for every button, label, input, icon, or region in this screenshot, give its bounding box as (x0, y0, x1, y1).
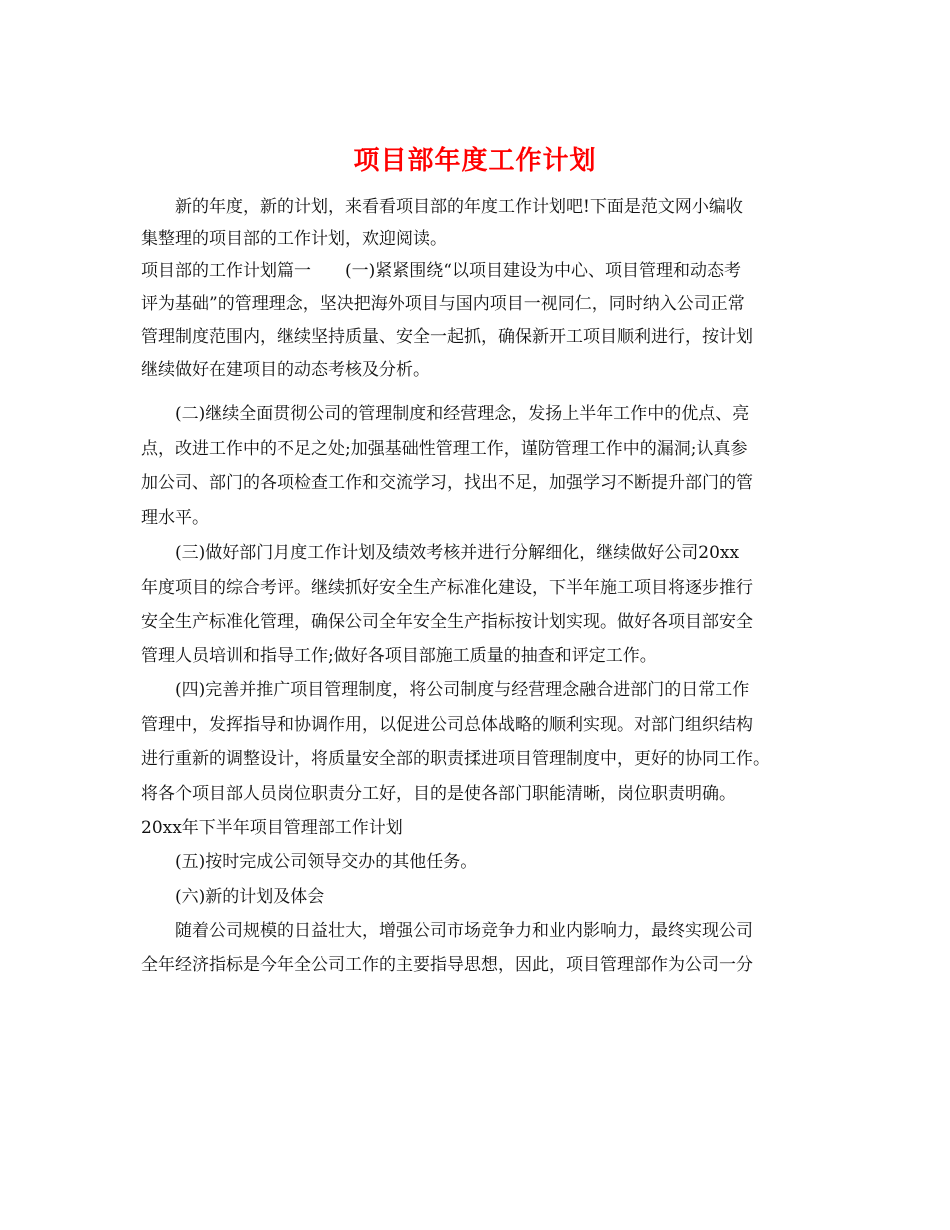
paragraph-line: (四)完善并推广项目管理制度，将公司制度与经营理念融合进部门的日常工作 (141, 680, 750, 700)
paragraph-line: (三)做好部门月度工作计划及绩效考核并进行分解细化，继续做好公司20xx (141, 543, 740, 563)
paragraph-line: 进行重新的调整设计，将质量安全部的职责揉进项目管理制度中，更好的协同工作。 (141, 749, 770, 769)
paragraph-line: 理水平。 (141, 508, 209, 528)
paragraph-line: 新的年度，新的计划，来看看项目部的年度工作计划吧!下面是范文网小编收 (141, 197, 743, 217)
paragraph-line: 管理制度范围内，继续坚持质量、安全一起抓，确保新开工项目顺利进行，按计划 (141, 327, 753, 347)
paragraph-line: 随着公司规模的日益壮大，增强公司市场竞争力和业内影响力，最终实现公司 (141, 921, 753, 941)
paragraph-line: 点，改进工作中的不足之处;加强基础性管理工作，谨防管理工作中的漏洞;认真参 (141, 439, 748, 459)
paragraph-line: 安全生产标准化管理，确保公司全年安全生产指标按计划实现。做好各项目部安全 (141, 612, 753, 632)
paragraph-line: (二)继续全面贯彻公司的管理制度和经营理念，发扬上半年工作中的优点、亮 (141, 404, 750, 424)
paragraph-line: (六)新的计划及体会 (141, 887, 325, 907)
paragraph-line: 继续做好在建项目的动态考核及分析。 (141, 360, 430, 380)
paragraph-line: 全年经济指标是今年全公司工作的主要指导思想，因此，项目管理部作为公司一分 (141, 955, 753, 975)
document-title: 项目部年度工作计划 (353, 146, 597, 176)
paragraph-line: 项目部的工作计划篇一 (一)紧紧围绕“以项目建设为中心、项目管理和动态考 (141, 261, 741, 281)
paragraph-line: 集整理的项目部的工作计划，欢迎阅读。 (141, 229, 447, 249)
paragraph-line: 评为基础”的管理理念，坚决把海外项目与国内项目一视同仁，同时纳入公司正常 (141, 294, 745, 314)
paragraph-line: 年度项目的综合考评。继续抓好安全生产标准化建设，下半年施工项目将逐步推行 (141, 578, 753, 598)
paragraph-line: 管理人员培训和指导工作;做好各项目部施工质量的抽查和评定工作。 (141, 646, 657, 666)
paragraph-line: 管理中，发挥指导和协调作用，以促进公司总体战略的顺利实现。对部门组织结构 (141, 715, 753, 735)
paragraph-line: 将各个项目部人员岗位职责分工好，目的是使各部门职能清晰，岗位职责明确。 (141, 784, 736, 804)
section-heading: 20xx年下半年项目管理部工作计划 (141, 818, 403, 838)
paragraph-line: (五)按时完成公司领导交办的其他任务。 (141, 852, 478, 872)
paragraph-line: 加公司、部门的各项检查工作和交流学习，找出不足，加强学习不断提升部门的管 (141, 473, 753, 493)
